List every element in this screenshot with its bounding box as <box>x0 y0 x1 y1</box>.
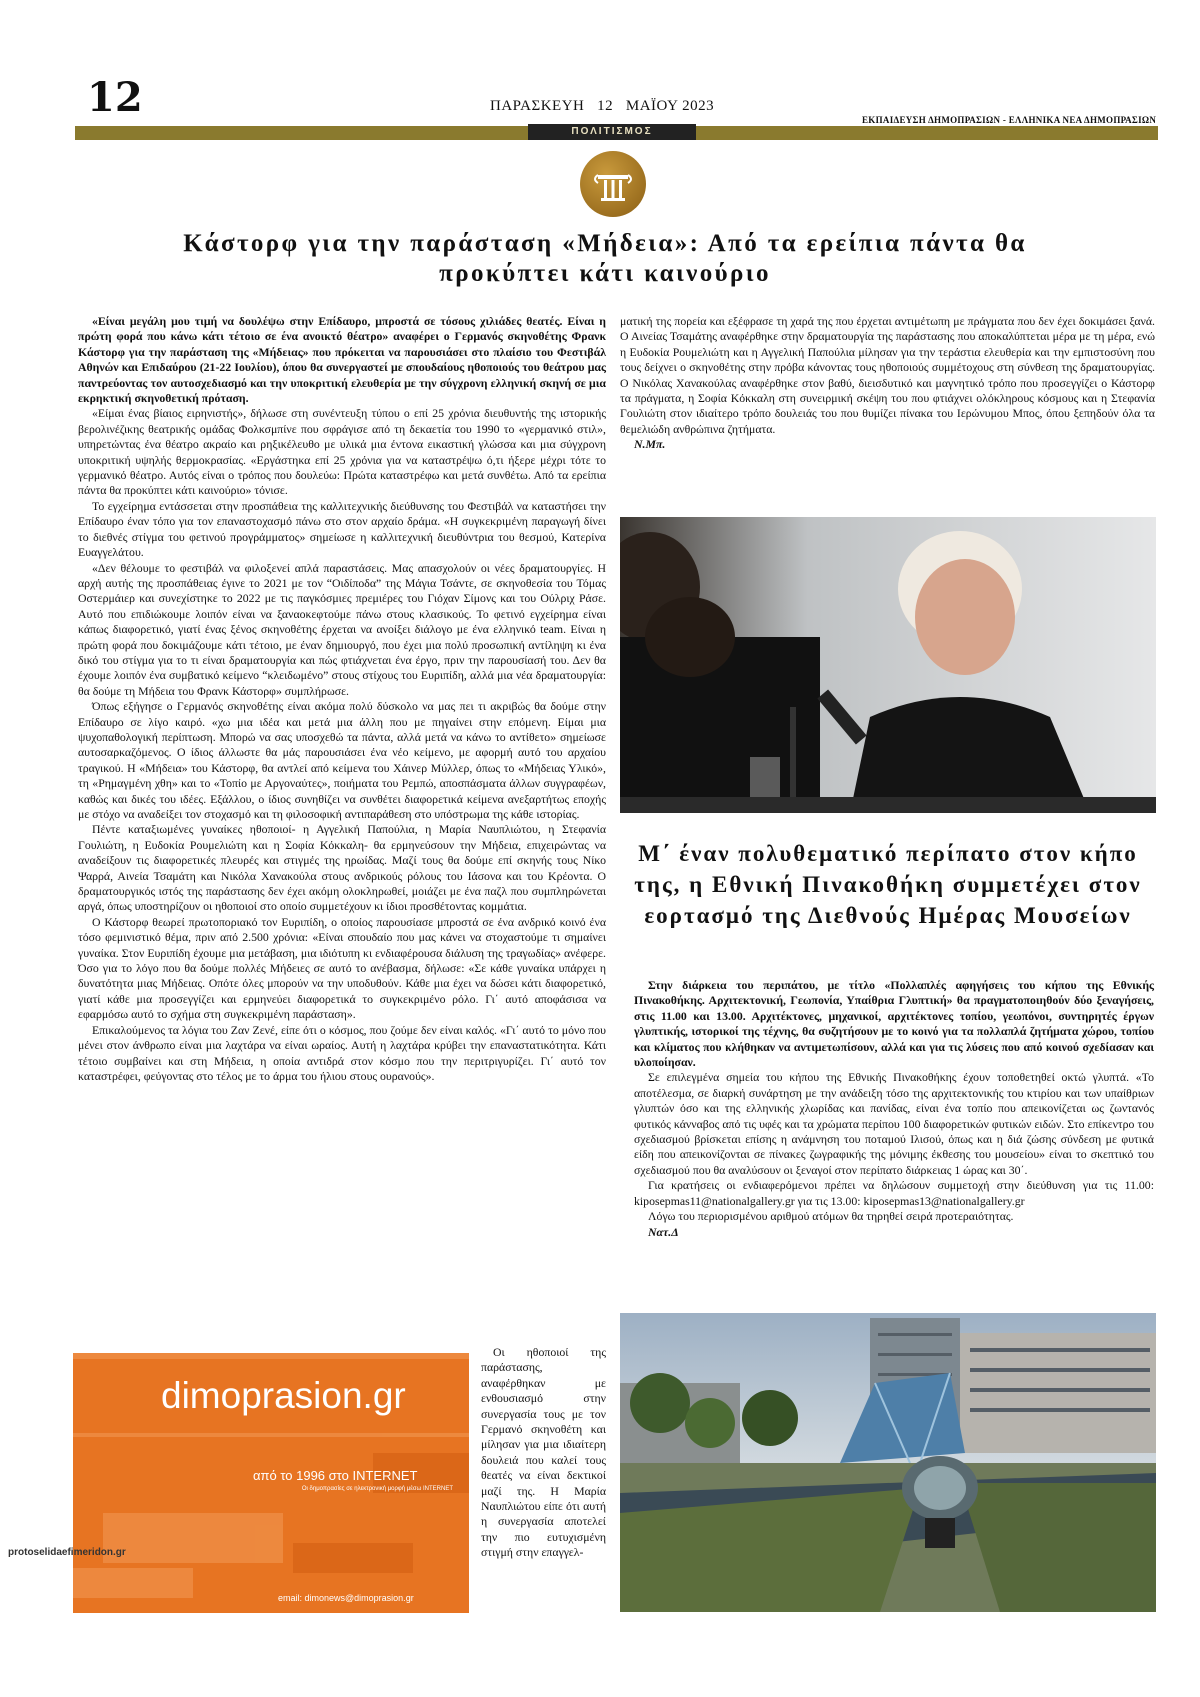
article2-column <box>634 978 1154 1240</box>
article2-lead: Στην διάρκεια του περιπάτου, με τίτλο «Πολλαπλές αφηγήσεις του κήπου της Εθνικής Πινακοθήκης. Αρχιτεκτονική, Γεωπονία, Υπαίθρια Γλυπτική» θα πραγματοποιηθούν δύο ξεναγήσεις, στις 11.00 και 13.00. Αρχιτέκτονες, μηχανικοί, αρχιτέκτονες τοπίου, γεωπόνοι, συντηρητές έργων γλυπτικής, ιστορικοί της τέχνης, θα συζητήσουν με το κοινό για τα πολλαπλά ζητήματα χώρου, τοπίου και κλίματος που κλήθηκαν να αντιμετωπίσουν, αλλά και για τις λύσεις που από κοινού σχεδίασαν και υλοποίησαν. <box>634 978 1154 1070</box>
article2-paragraph: Σε επιλεγμένα σημεία του κήπου της Εθνικής Πινακοθήκης έχουν τοποθετηθεί οκτώ γλυπτά. «Το αποτέλεσμα, σε διαρκή συνάρτηση με την ανάδειξη τόσο της αρχιτεκτονικής του κτιρίου και των υπαίθριων γλυπτών όσο και της ελληνικής χλωρίδας και πανίδας, είναι ένα τοπίο που απεικονίζεται ως ζωντανός φυτικός κάνναβος από τις υφές και τα χρώματα περίπου 100 διαφορετικών φυτικών ειδών. Στο επίκεντρο του σχεδιασμού βρίσκεται επίσης η ανάμνηση του ποταμού Ιλισού, όπως και η διά ζώσης σύνδεση με φυτικά είδη που απεικονίζονται σε πίνακες ζωγραφικής της μόνιμης έκθεσης του μουσείου» είναι το σκεπτικό του σχεδιασμού που θα αναλύσουν οι ξεναγοί στον περίπατο διάρκειας 1 ώρας και 30΄. <box>634 1070 1154 1177</box>
ad-email: email: dimonews@dimoprasion.gr <box>278 1593 414 1603</box>
article1-narrow-text: Οι ηθοποιοί της παράστασης, αναφέρθηκαν με ενθουσιασμό στην συνεργασία τους με τον Γερμανό σκηνοθέτη και μίλησαν για μια ιδιαίτερη δουλειά που καλεί τους θεατές να είναι δεκτικοί μαζί της. Η Μαρία Ναυπλιώτου είπε ότι αυτή η συνεργασία αποτελεί την πιο ευτυχισμένη στιγμή στην επαγγελ- <box>481 1345 606 1560</box>
article2-paragraph: Για κρατήσεις οι ενδιαφερόμενοι πρέπει να δηλώσουν συμμετοχή στην διεύθυνση για τις 11.00: kiposepmas11@nationalgallery.gr για τις 13.00: kiposepmas13@nationalgallery.gr <box>634 1178 1154 1208</box>
article1-paragraph: Επικαλούμενος τα λόγια του Ζαν Ζενέ, είπε ότι ο κόσμος, που ζούμε δεν είναι καλός. «Γι΄ αυτό το μόνο που μένει στον άνθρωπο είναι μια λαχτάρα να είναι ωραίος. Αυτή η λαχτάρα κρύβει την επαναστατικότητα. Κάτι τέτοιο συμβαίνει και στη Μήδεια, η οποία αντιδρά στον κόσμο που την περιτριγυρίζει. Γι΄ αυτό τον καταστρέφει, φεύγοντας στο τέλος με το άρμα του ήλιου στους ουρανούς». <box>78 1022 606 1083</box>
ad-subtagline: Οι δημοπρασίες σε ηλεκτρονική μορφή μέσω INTERNET <box>301 1486 453 1492</box>
article1-left-column <box>78 314 606 1084</box>
article1-title: Κάστορφ για την παράσταση «Μήδεια»: Από τα ερείπια πάντα θα προκύπτει κάτι καινούριο <box>183 230 1027 287</box>
article1-paragraph: Πέντε καταξιωμένες γυναίκες ηθοποιοί- η Αγγελική Παπούλια, η Μαρία Ναυπλιώτου, η Στεφανία Γουλιώτη, η Ευδοκία Ρουμελιώτη και η Σοφία Κόκκαλη- θα ερμηνεύσουν την Μήδεια, επιχειρώντας να αναδείξουν τις διαφορετικές πλευρές και στιγμές της ηρωίδας. Μαζί τους θα δούμε επί σκηνής τους Νίκο Ψαρρά, Αινεία Τσαμάτη και Νικόλα Χανακούλα στους ανδρικούς ρόλους του Ιάσονα και του Κρέοντα. Ο δραματουργικός ιστός της παράστασης δεν έχει ακόμη ολοκληρωθεί, μοιάζει με ένα παζλ που συμπληρώνεται αργά, όπως υποστηρίζουν οι ηθοποιοί στο οποίο συμμετέχουν κι ίδιοι προσθέτοντας κομμάτια. <box>78 822 606 914</box>
article1-paragraph: Το εγχείρημα εντάσσεται στην προσπάθεια της καλλιτεχνικής διεύθυνσης του Φεστιβάλ να καταστήσει την Επίδαυρο έναν τόπο για τον επαναστοχασμό πάνω στο στον αρχαίο δράμα. «Η συγκεκριμένη παραγωγή δίνει το διεθνές στίγμα του φετινού προγράμματος» σημείωσε η καλλιτεχνική διευθύντρια του θεσμού, Κατερίνα Ευαγγελάτου. <box>78 498 606 560</box>
article1-signature: Ν.Μπ. <box>634 437 666 452</box>
article1-narrow-column <box>481 1345 606 1561</box>
article2-paragraph: Λόγω του περιορισμένου αριθμού ατόμων θα τηρηθεί σειρά προτεραιότητας. <box>648 1209 1014 1224</box>
ad-brand: dimoprasion.gr <box>161 1375 406 1416</box>
site-watermark: protoselidaefimeridon.gr <box>8 1547 126 1558</box>
article2-title: Μ΄ έναν πολυθεματικό περίπατο στον κήπο της, η Εθνική Πινακοθήκη συμμετέχει στον εορτασμό της Διεθνούς Ημέρας Μουσείων <box>634 841 1142 928</box>
article1-right-column <box>620 314 1155 453</box>
article1-paragraph: Όπως εξήγησε ο Γερμανός σκηνοθέτης είναι ακόμα πολύ δύσκολο να μας πει τι ακριβώς θα δούμε στην Επίδαυρο σε λίγο καιρό. «χω μια ιδέα και μετά μια άλλη που με πηγαίνει στην επόμενη. Είμαι μια ψυχοπαθολογική περίπτωση. Μπορώ να σας υποσχεθώ τα πάντα, αλλά μετά να κάνω το αντίθετο» σημείωσε αυτοσαρκαζόμενος. Ο ίδιος άλλωστε θα μάς παρουσιάσει ένα νέο κείμενο, με αφορμή αυτό του αρχαίου τραγικού. Η «Μήδεια» του Κάστορφ, θα αντλεί από κείμενα του Χάινερ Μύλλερ, όπως το «Μήδειας Υλικό», τη «Ρημαγμένη χθη» και το «Τοπίο με Αργοναύτες», ποιήματα του Ρεμπώ, αποσπάσματα άλλων συγγραφέων, καθώς και δικές του ιδέες. Εξάλλου, ο ίδιος συνηθίζει να συνθέτει διαφορετικά κείμενα ανεξαρτήτως εποχής με στόχο να αναδείξει τον στοχασμό και τη φιλοσοφική αντιπαράθεση στο υπόστρωμα της κάθε ιστορίας. <box>78 699 606 821</box>
article2-photo <box>620 1313 1156 1612</box>
page-number: 12 <box>87 74 143 121</box>
article1-lead: «Είναι μεγάλη μου τιμή να δουλέψω στην Επίδαυρο, μπροστά σε τόσους χιλιάδες θεατές. Είναι η πρώτη φορά που κάνω κάτι τέτοιο σε ένα ανοικτό θέατρο» αναφέρει ο Γερμανός σκηνοθέτης Φρανκ Κάστορφ για την παράσταση της «Μήδειας» που πρόκειται να παρουσιάσει στο πλαίσιο του Φεστιβάλ Αθηνών και Επιδαύρου (21-22 Ιουλίου), όπου θα συνεργαστεί με σπουδαίους ηθοποιούς του θεάτρου μας παντρεύοντας τον αυτοσχεδιασμό και την υποκριτική ελευθερία με την σύγχρονη ελληνική σκηνή σε μια εκρηκτική σκηνοθετική πρόταση. <box>78 314 606 406</box>
dimoprasion-advertisement[interactable] <box>73 1353 469 1613</box>
ad-tagline: από το 1996 στο INTERNET <box>253 1468 418 1483</box>
masthead: ΕΚΠΑΙΔΕΥΣΗ ΔΗΜΟΠΡΑΣΙΩΝ - ΕΛΛΗΝΙΚΑ ΝΕΑ ΔΗΜΟΠΡΑΣΙΩΝ <box>862 115 1157 125</box>
column-emblem-icon <box>580 151 646 217</box>
article1-continuation: ματική της πορεία και εξέφρασε τη χαρά της που έρχεται αντιμέτωπη με πράγματα που δεν έχει δοκιμάσει ξανά. Ο Αινείας Τσαμάτης αναφέρθηκε στην δραματουργία της παράστασης που αποκαλύπτεται μέρα με τη μέρα, ενώ η Ευδοκία Ρουμελιώτη και η Αγγελική Παπούλια μίλησαν για την τεράστια ελευθερία και την εμπιστοσύνη που τους δείχνει ο σκηνοθέτης στην πρόβα κάνοντας τους ηθοποιούς συμμέτοχους στη σύνθεση της δραματουργίας. Ο Νικόλας Χανακούλας αναφέρθηκε στον βαθύ, διεισδυτικό και μαγνητικό τρόπο που προσεγγίζει ο Κάστορφ τα πράγματα, η Σοφία Κόκκαλη στη συνειρμική σκέψη του που φτιάχνει ολόκληρους κόσμους και η Στεφανία Γουλιώτη στον ιδιαίτερο τρόπο δουλειάς του που θυμίζει πίνακα του Ιερώνυμου Μπος, όπου ξεπηδούν όλα τα θεμελιώδη ανθρώπινα ζητήματα. <box>620 314 1155 436</box>
article1-paragraph: «Είμαι ένας βίαιος ειρηνιστής», δήλωσε στη συνέντευξη τύπου ο επί 25 χρόνια διευθυντής της ιστορικής βερολινέζικης θεατρικής ομάδας Φολκσμπίνε που σφράγισε από τη δεκαετία του 1990 το «γερμανικό στιλ», υπηρετώντας ένα θέατρο ακραίο και ρηξικέλευθο με υλικά μια έντονα εικαστική γλώσσα και μια σύγχρονη υποκριτική υψηλής θερμοκρασίας. «Εργάστηκα επί 25 χρόνια για να καταστρέψω ό,τι ήξερε μέχρι τότε το γερμανικό θέατρο. Αυτός είναι ο τρόπος που δουλεύω: Πρώτα καταστρέφω και μετά συνθέτω. Από τα ερείπια πάντα θα προκύπτει κάτι καινούριο» τόνισε. <box>78 406 606 498</box>
dateline: ΠΑΡΑΣΚΕΥΗ 12 ΜΑΪΟΥ 2023 <box>490 98 715 114</box>
article1-photo <box>620 517 1156 813</box>
section-label: ΠΟΛΙΤΙΣΜΟΣ <box>528 124 696 140</box>
article2-signature: Νατ.Δ <box>648 1224 679 1239</box>
article1-paragraph: Ο Κάστορφ θεωρεί πρωτοποριακό τον Ευριπίδη, ο οποίος παρουσίασε μπροστά σε ένα ανδρικό κοινό ένα τόσο φεμινιστικό θέμα, πριν από 2.500 χρόνια: «Είναι σπουδαίο που μας κάνει να στοχαστούμε τι σημαίνει γυναίκα. Στον Ευριπίδη έχουμε μια μετάβαση, μια ιδιότυπη κι ενδιαφέρουσα διάλυση της τραγωδίας» ανέφερε. Όσο για το λόγο που θα δούμε πολλές Μήδειες σε αυτό το ανέβασμα, δήλωσε: «Σε κάθε γυναίκα υπάρχει η δυνατότητα μιας Μήδειας. Οπότε όλες μπορούν να την υποδυθούν. Κάθε μια έχει να δώσει κάτι διαφορετικό, γιατί κάθε μια προσεγγίζει και ερμηνεύει διαφορετικά το συγκεκριμένο ρόλο. Γι΄ αυτό αποφάσισα να εφαρμόσω αυτό το σχήμα στη συγκεκριμένη παράσταση». <box>78 914 606 1022</box>
article1-paragraph: «Δεν θέλουμε το φεστιβάλ να φιλοξενεί απλά παραστάσεις. Μας απασχολούν οι νέες δραματουργίες. Η αρχή αυτής της προσπάθειας έγινε το 2021 με τον “Οιδίποδα” της Μάγια Τσάντε, σε σκηνοθεσία του Τόμας Οστερμάιερ και συνεχίστηκε το 2022 με τις παγκόσμιες πρεμιέρες του Γιόχαν Σίμονς και του Ούλριχ Ράσε. Αυτό που επιδιώκουμε λοιπόν είναι να ξαναοκεφτούμε πάνω στους κλασικούς. Το φετινό εγχείρημα είναι κάπως διαφορετικό, γιατί ένας ξένος σκηνοθέτης έρχεται να ανοίξει διάλογο με ένα ελληνικό team. Είναι η πρώτη φορά που δοκιμάζουμε κάτι τέτοιο, με έναν δημιουργό, που έχει μια πολύ προσωπική αντίληψη κι ένα δικό του στίγμα για το τι είναι δραματουργία και πώς φτιάχνεται ένα έργο, πριν την παρουσίασή του. Δεν θα έχουμε λοιπόν ένα συμβατικό κείμενο “κλειδωμένο” στους στίχους του Ευριπίδη, αλλά μια νέα δραματουργία: θα δούμε τη Μήδεια του Φρανκ Κάστορφ» συμπλήρωσε. <box>78 560 606 698</box>
